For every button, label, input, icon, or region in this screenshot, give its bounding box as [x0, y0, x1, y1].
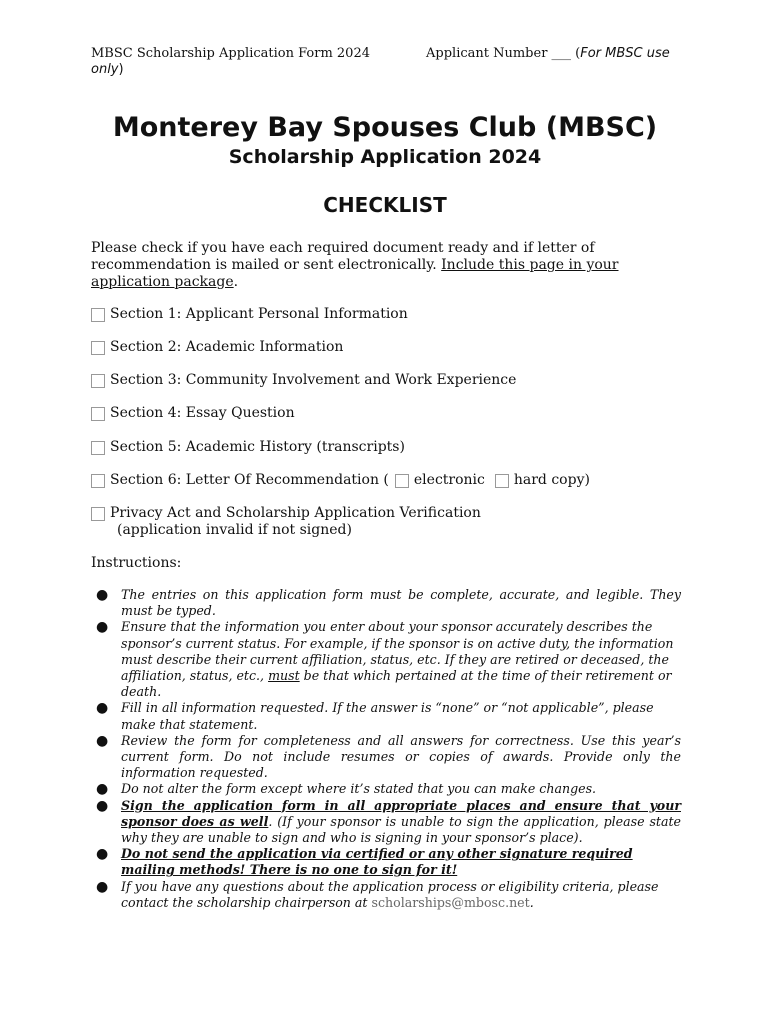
instruction-item: ● Ensure that the information you enter about your sponsor accurately describes the sponsor’s current status. For example, if the sponsor is on active duty, the information must describe their current affiliation, status, etc. If they are retired or deceased, the affiliation, status, etc., must be that which pertained at the time of their retirement or death.	[96, 619, 674, 700]
checkbox[interactable]	[91, 374, 105, 388]
checkbox[interactable]	[91, 474, 105, 488]
checkbox[interactable]	[91, 407, 105, 421]
instruction-item: ● The entries on this application form must be complete, accurate, and legible. They must be typed.	[96, 587, 681, 619]
page-title: Monterey Bay Spouses Club (MBSC)	[112, 112, 658, 143]
form-name: MBSC Scholarship Application Form 2024	[91, 46, 370, 61]
use-note-continued: only)	[91, 62, 124, 77]
page-subtitle: Scholarship Application 2024	[228, 146, 542, 168]
instruction-item: ● Do not send the application via certified or any other signature required mailing methods! There is no one to sign for it!	[96, 846, 633, 878]
instructions-heading: Instructions:	[91, 555, 182, 571]
checklist-item-section2[interactable]: Section 2: Academic Information	[91, 339, 343, 356]
checklist-item-privacy[interactable]: Privacy Act and Scholarship Application Verification	[91, 505, 481, 522]
checklist-item-section6[interactable]: Section 6: Letter Of Recommendation ( electronic hard copy)	[91, 472, 590, 489]
applicant-number: Applicant Number ___ (For MBSC use	[426, 46, 670, 61]
instruction-item: ● If you have any questions about the application process or eligibility criteria, please contact the scholarship chairperson at scholarships@mbosc.net.	[96, 878, 659, 910]
checkbox[interactable]	[91, 507, 105, 521]
instruction-item: ● Review the form for completeness and all answers for correctness. Use this year’s current form. Do not include resumes or copies of awards. Provide only the information requested.	[96, 732, 681, 781]
instruction-item: ● Sign the application form in all appropriate places and ensure that your sponsor does as well. (If your sponsor is unable to sign the application, please state why they are unable to sign and who is signing in your sponsor’s place).	[96, 797, 681, 846]
checkbox[interactable]	[91, 441, 105, 455]
electronic-checkbox[interactable]	[395, 474, 409, 488]
checkbox[interactable]	[91, 308, 105, 322]
checklist-item-section1[interactable]: Section 1: Applicant Personal Information	[91, 306, 408, 323]
checklist-item-section4[interactable]: Section 4: Essay Question	[91, 405, 295, 422]
checklist-item-section5[interactable]: Section 5: Academic History (transcripts)	[91, 439, 405, 456]
instruction-item: ● Fill in all information requested. If the answer is “none” or “not applicable”, please make that statement.	[96, 700, 654, 732]
intro-paragraph: Please check if you have each required document ready and if letter of recommendation is mailed or sent electronically. Include this page in your application package.	[91, 240, 619, 290]
instruction-item: ● Do not alter the form except where it’s stated that you can make changes.	[96, 781, 597, 798]
checklist-heading: CHECKLIST	[323, 193, 447, 217]
checkbox[interactable]	[91, 341, 105, 355]
checklist-item-section3[interactable]: Section 3: Community Involvement and Work Experience	[91, 372, 516, 389]
hard-copy-checkbox[interactable]	[495, 474, 509, 488]
email-link[interactable]: scholarships@mbosc.net	[371, 894, 530, 910]
privacy-note: (application invalid if not signed)	[117, 522, 352, 538]
instructions-list	[91, 587, 681, 911]
page-header	[91, 46, 691, 77]
